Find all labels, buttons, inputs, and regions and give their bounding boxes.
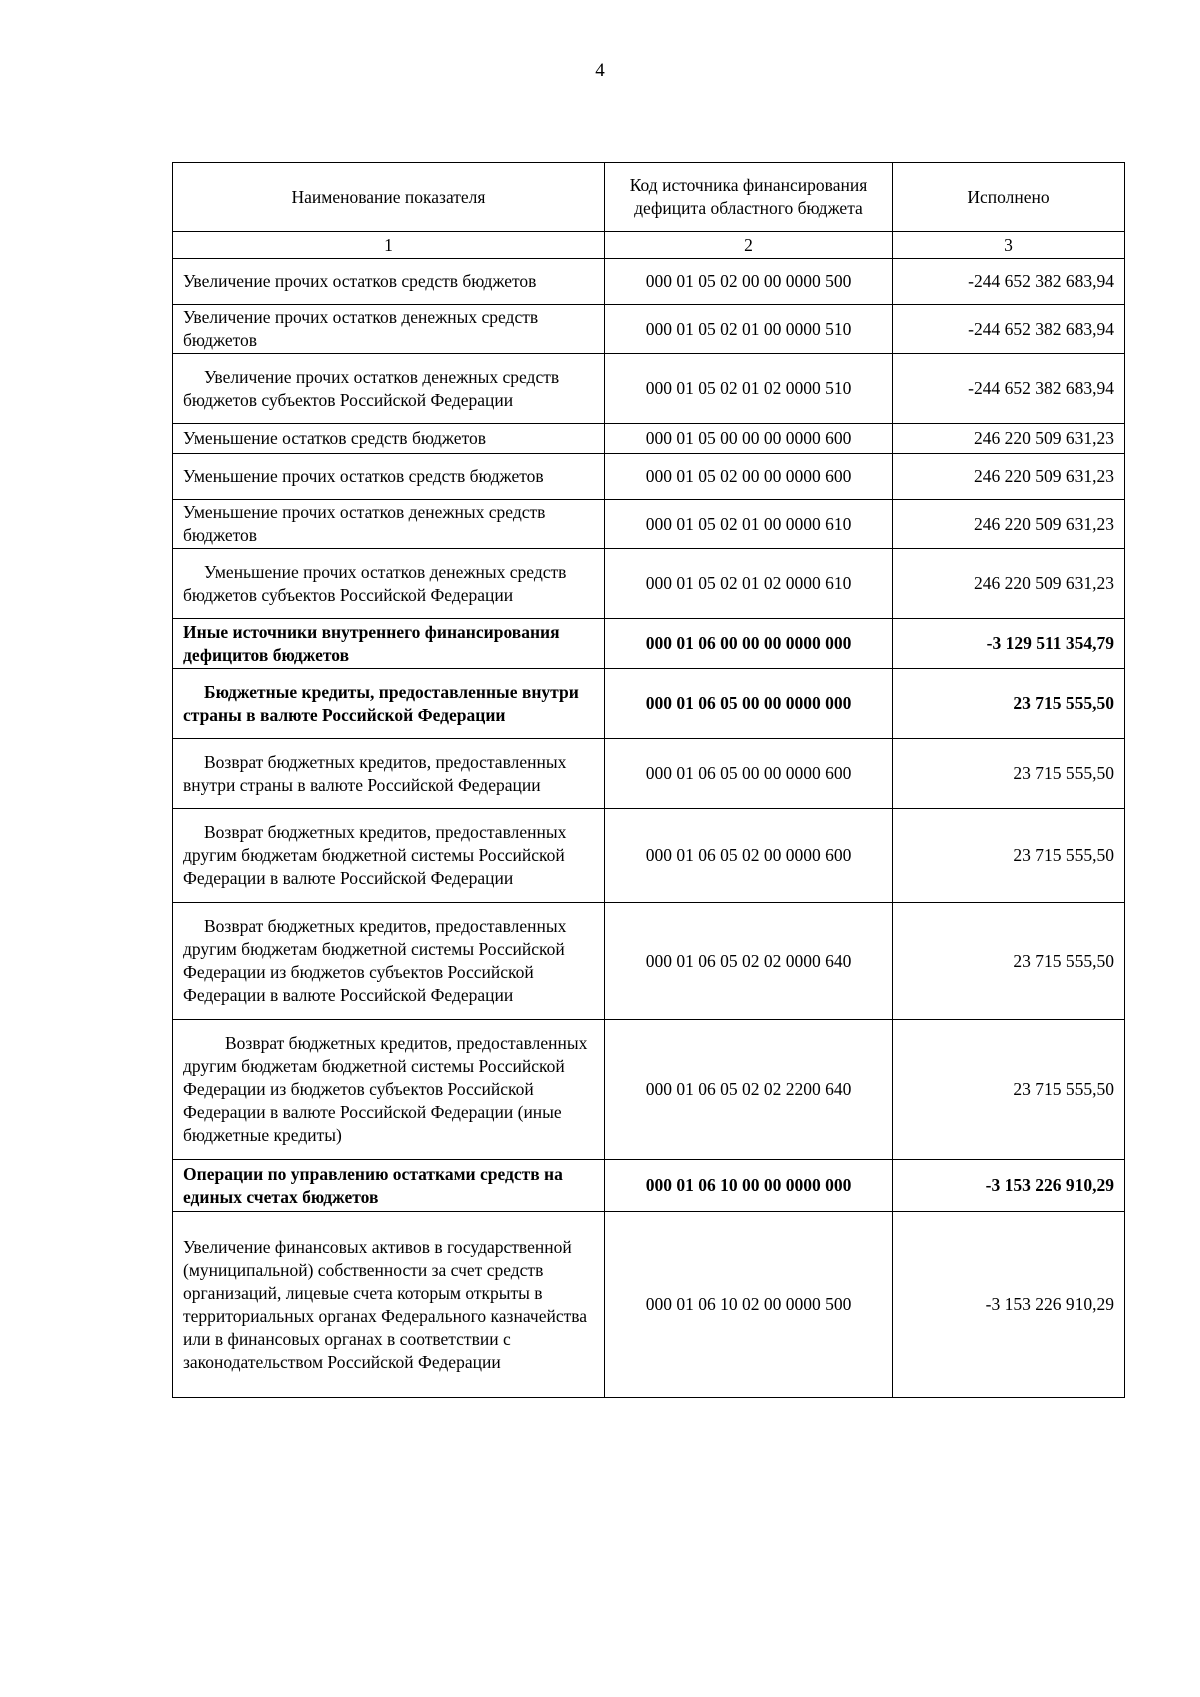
row-name: Уменьшение прочих остатков средств бюджетов (173, 454, 605, 500)
row-code: 000 01 05 00 00 00 0000 600 (605, 424, 893, 454)
budget-deficit-sources-table (172, 162, 1125, 1398)
row-name: Возврат бюджетных кредитов, предоставленных другим бюджетам бюджетной системы Российской Федерации из бюджетов субъектов Российской Федерации в валюте Российской Федерации (183, 916, 567, 1005)
table-row (173, 1020, 1125, 1160)
row-amount: 246 220 509 631,23 (893, 549, 1125, 619)
table-row (173, 739, 1125, 809)
table-row (173, 809, 1125, 903)
row-name: Уменьшение прочих остатков денежных средств бюджетов (173, 500, 605, 549)
table-row-section (173, 669, 1125, 739)
row-code: 000 01 05 02 01 02 0000 610 (605, 549, 893, 619)
row-name: Возврат бюджетных кредитов, предоставленных внутри страны в валюте Российской Федерации (183, 751, 567, 795)
table-header-row (173, 163, 1125, 232)
row-name: Увеличение прочих остатков денежных средств бюджетов (173, 305, 605, 354)
row-amount: 23 715 555,50 (893, 809, 1125, 903)
row-code: 000 01 06 10 00 00 0000 000 (605, 1160, 893, 1212)
row-amount: 23 715 555,50 (893, 739, 1125, 809)
row-amount: -3 153 226 910,29 (893, 1160, 1125, 1212)
table-row (173, 259, 1125, 305)
row-code: 000 01 05 02 00 00 0000 600 (605, 454, 893, 500)
table-row (173, 424, 1125, 454)
row-code: 000 01 06 05 02 02 2200 640 (605, 1020, 893, 1160)
page-number: 4 (595, 60, 605, 81)
row-amount: -244 652 382 683,94 (893, 354, 1125, 424)
column-number: 1 (173, 232, 605, 259)
row-name: Увеличение финансовых активов в государственной (муниципальной) собственности за счет средств организаций, лицевые счета которым открыты в территориальных органах Федерального казначейства или в финансовых органах в соответствии с законодательством Российской Федерации (173, 1212, 605, 1398)
row-code: 000 01 06 00 00 00 0000 000 (605, 619, 893, 669)
table-row (173, 354, 1125, 424)
row-amount: -244 652 382 683,94 (893, 259, 1125, 305)
row-code: 000 01 06 05 02 00 0000 600 (605, 809, 893, 903)
row-code: 000 01 06 05 02 02 0000 640 (605, 903, 893, 1020)
table-row-section (173, 619, 1125, 669)
row-code: 000 01 06 10 02 00 0000 500 (605, 1212, 893, 1398)
header-source-code: Код источника финансирования дефицита областного бюджета (605, 163, 893, 232)
row-name: Уменьшение прочих остатков денежных средств бюджетов субъектов Российской Федерации (183, 561, 567, 605)
table-row (173, 305, 1125, 354)
row-name: Возврат бюджетных кредитов, предоставленных другим бюджетам бюджетной системы Российской Федерации в валюте Российской Федерации (183, 822, 567, 888)
row-amount: 246 220 509 631,23 (893, 424, 1125, 454)
row-name: Бюджетные кредиты, предоставленные внутри страны в валюте Российской Федерации (183, 681, 579, 725)
row-name: Уменьшение остатков средств бюджетов (173, 424, 605, 454)
table-row (173, 1212, 1125, 1398)
row-amount: 23 715 555,50 (893, 903, 1125, 1020)
row-amount: -3 129 511 354,79 (893, 619, 1125, 669)
row-name: Увеличение прочих остатков денежных средств бюджетов субъектов Российской Федерации (183, 366, 560, 410)
table-row (173, 500, 1125, 549)
row-code: 000 01 05 02 01 00 0000 610 (605, 500, 893, 549)
column-number: 3 (893, 232, 1125, 259)
row-code: 000 01 05 02 00 00 0000 500 (605, 259, 893, 305)
row-amount: 246 220 509 631,23 (893, 500, 1125, 549)
row-code: 000 01 06 05 00 00 0000 600 (605, 739, 893, 809)
row-code: 000 01 05 02 01 00 0000 510 (605, 305, 893, 354)
header-indicator-name: Наименование показателя (173, 163, 605, 232)
table-row-section (173, 1160, 1125, 1212)
row-name: Операции по управлению остатками средств на единых счетах бюджетов (173, 1160, 605, 1212)
row-name: Иные источники внутреннего финансирования дефицитов бюджетов (173, 619, 605, 669)
column-number-row (173, 232, 1125, 259)
row-name: Возврат бюджетных кредитов, предоставленных другим бюджетам бюджетной системы Российской Федерации из бюджетов субъектов Российской Федерации в валюте Российской Федерации (иные бюджетные кредиты) (183, 1033, 588, 1145)
row-amount: -3 153 226 910,29 (893, 1212, 1125, 1398)
row-amount: -244 652 382 683,94 (893, 305, 1125, 354)
row-code: 000 01 05 02 01 02 0000 510 (605, 354, 893, 424)
table-row (173, 549, 1125, 619)
row-amount: 246 220 509 631,23 (893, 454, 1125, 500)
column-number: 2 (605, 232, 893, 259)
header-executed: Исполнено (893, 163, 1125, 232)
row-amount: 23 715 555,50 (893, 669, 1125, 739)
row-name: Увеличение прочих остатков средств бюджетов (173, 259, 605, 305)
table-row (173, 454, 1125, 500)
table-row (173, 903, 1125, 1020)
row-code: 000 01 06 05 00 00 0000 000 (605, 669, 893, 739)
row-amount: 23 715 555,50 (893, 1020, 1125, 1160)
